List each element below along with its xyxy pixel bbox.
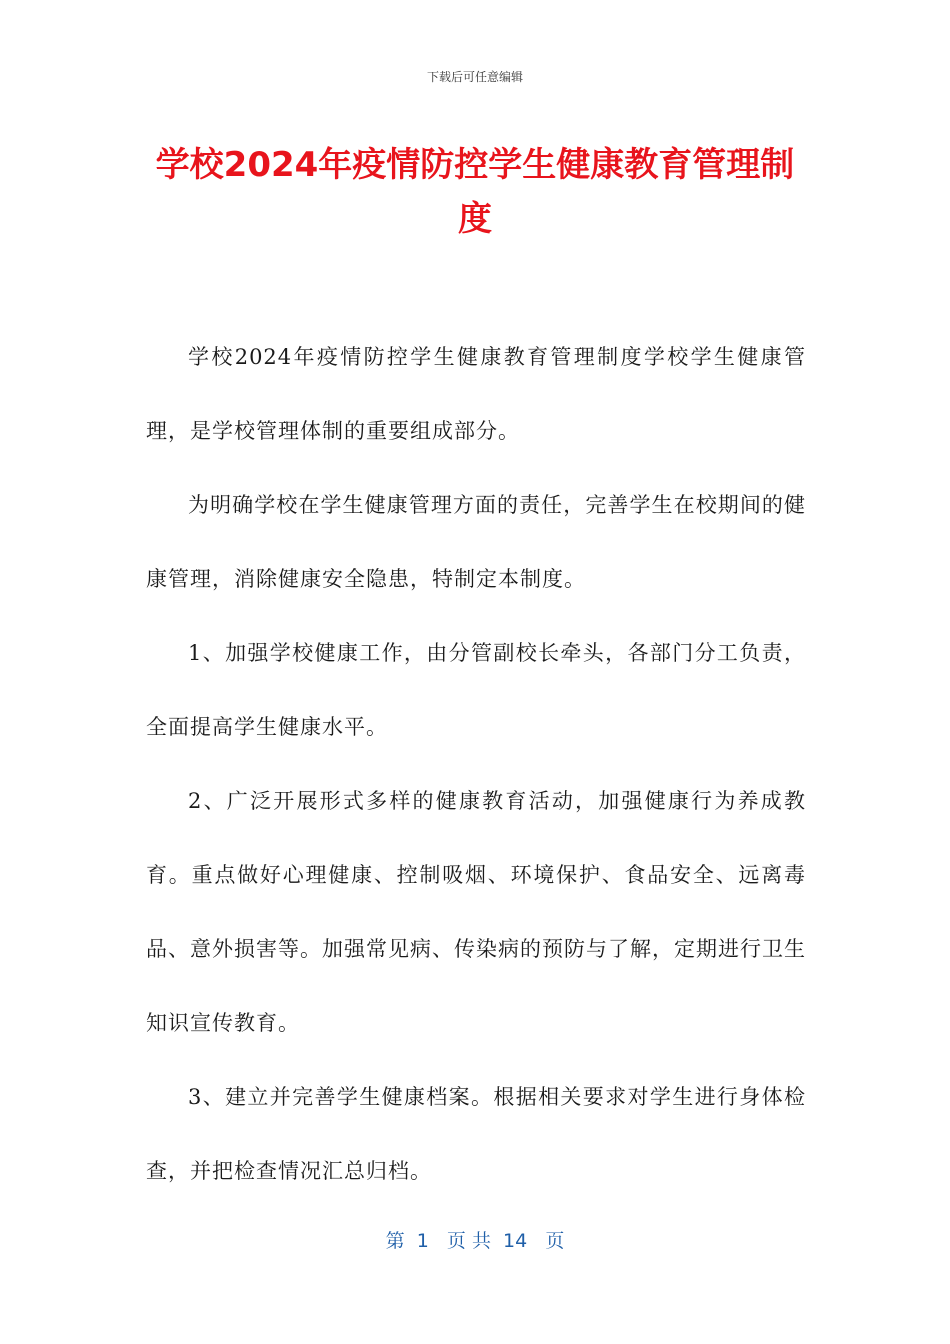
paragraph: 3、建立并完善学生健康档案。根据相关要求对学生进行身体检查，并把检查情况汇总归档。 [146, 1085, 806, 1183]
page-number-footer: 第 1 页 共 14 页 [385, 1230, 565, 1252]
paragraph: 1、加强学校健康工作，由分管副校长牵头，各部门分工负责，全面提高学生健康水平。 [146, 641, 806, 739]
document-title: 学校2024年疫情防控学生健康教育管理制度 [155, 145, 795, 239]
paragraph: 为明确学校在学生健康管理方面的责任，完善学生在校期间的健康管理，消除健康安全隐患，特制定本制度。 [146, 493, 806, 591]
header-note: 下载后可任意编辑 [426, 70, 523, 84]
paragraph: 学校2024年疫情防控学生健康教育管理制度学校学生健康管理，是学校管理体制的重要组成部分。 [146, 345, 806, 443]
paragraph: 2、广泛开展形式多样的健康教育活动，加强健康行为养成教育。重点做好心理健康、控制吸烟、环境保护、食品安全、远离毒品、意外损害等。加强常见病、传染病的预防与了解，定期进行卫生知识宣传教育。 [146, 789, 806, 1035]
document-body [146, 320, 806, 1208]
